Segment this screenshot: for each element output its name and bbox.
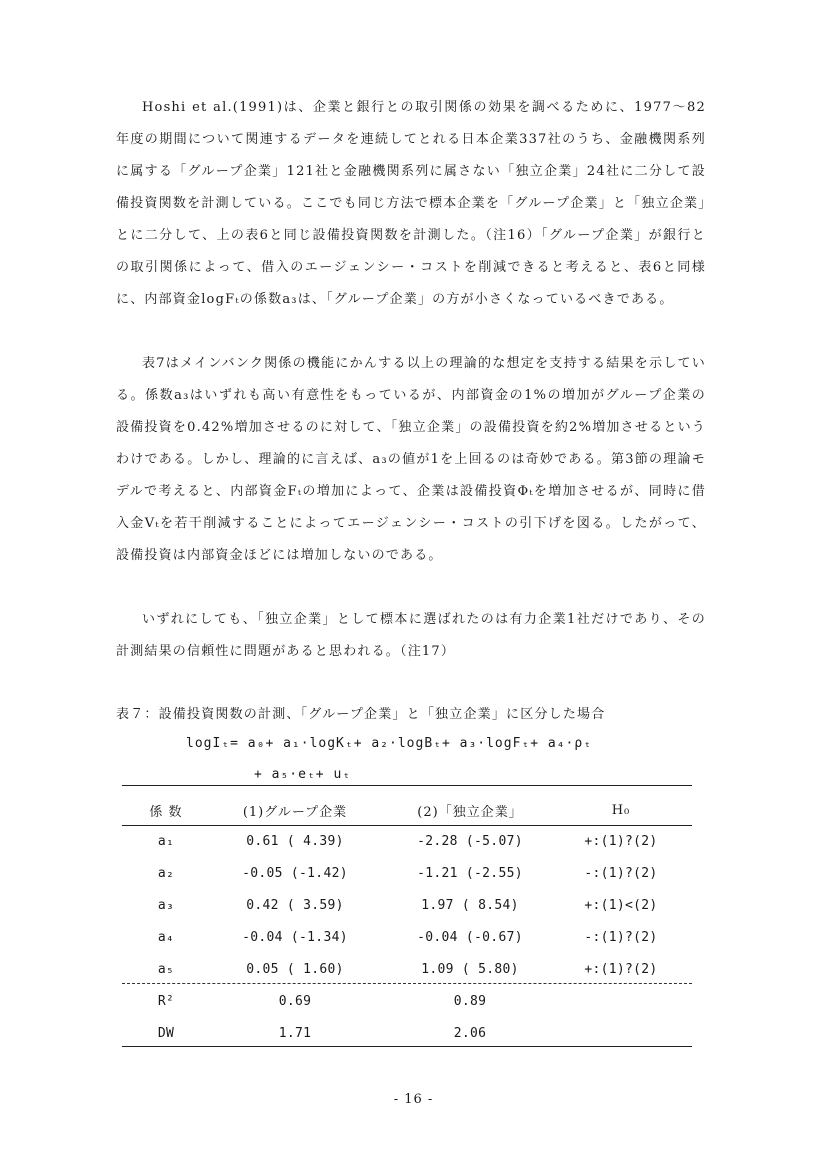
stat-empty [556, 1017, 686, 1049]
table-caption: 表７：設備投資関数の計測、「グループ企業」と「独立企業」に区分した場合 [116, 707, 606, 722]
table-row [126, 825, 686, 857]
equation-line-2: + a₅·eₜ+ uₜ [254, 767, 352, 782]
cell-h0: +:(1)?(2) [584, 961, 658, 977]
header-group-firms: (1)グループ企業 [242, 804, 348, 820]
header-coefficient: 係 数 [149, 804, 183, 820]
table-row [126, 953, 686, 985]
cell-independent: -1.21 (-2.55) [417, 865, 523, 881]
row-label: a₅ [157, 961, 175, 977]
stat-independent: 0.89 [453, 993, 487, 1009]
stat-independent: 2.06 [453, 1025, 487, 1041]
cell-group: -0.04 (-1.34) [242, 929, 348, 945]
stat-group: 1.71 [278, 1025, 312, 1041]
coefficient-table [126, 795, 686, 1049]
table-bottom-rule [122, 1046, 692, 1047]
row-label: a₃ [157, 897, 175, 913]
header-rule [122, 825, 692, 826]
equation-line-1: logIₜ= a₀+ a₁·logKₜ+ a₂·logBₜ+ a₃·logFₜ+ a₄·ρₜ [186, 736, 593, 751]
cell-group: 0.61 ( 4.39) [246, 833, 344, 849]
row-label: a₁ [157, 833, 175, 849]
stat-group: 0.69 [278, 993, 312, 1009]
header-independent-firms: (2)「独立企業」 [417, 804, 523, 820]
stat-label: R² [157, 993, 175, 1009]
cell-group: 0.05 ( 1.60) [246, 961, 344, 977]
cell-group: 0.42 ( 3.59) [246, 897, 344, 913]
cell-independent: 1.09 ( 5.80) [421, 961, 519, 977]
stat-label: DW [157, 1025, 175, 1041]
cell-h0: -:(1)?(2) [584, 929, 658, 945]
table-row [126, 889, 686, 921]
table-row [126, 921, 686, 953]
cell-h0: +:(1)<(2) [584, 897, 658, 913]
table-top-rule [122, 785, 692, 786]
cell-independent: 1.97 ( 8.54) [421, 897, 519, 913]
stats-divider-rule [122, 983, 692, 984]
stat-empty [556, 985, 686, 1017]
paragraph-3: いずれにしても、「独立企業」として標本に選ばれたのは有力企業1社だけであり、その計測結果の信頼性に問題があると思われる。（注17） [116, 612, 706, 659]
row-label: a₄ [157, 929, 175, 945]
stats-row [126, 1017, 686, 1049]
table-row [126, 857, 686, 889]
cell-h0: -:(1)?(2) [584, 865, 658, 881]
row-label: a₂ [157, 865, 175, 881]
cell-h0: +:(1)?(2) [584, 833, 658, 849]
header-h0: H₀ [611, 802, 631, 818]
page-number: - 16 - [393, 1092, 434, 1107]
paragraph-1: Hoshi et al.(1991)は、企業と銀行との取引関係の効果を調べるために、1977～82年度の期間について関連するデータを連続してとれる日本企業337社のうち、金融機関系列に属する「グループ企業」121社と金融機関系列に属さない「独立企業」24社に二分して設備投資関数を計測している。ここでも同じ方法で標本企業を「グループ企業」と「独立企業」とに二分して、上の表6と同じ設備投資関数を計測した。（注16）「グループ企業」が銀行との取引関係によって、借入のエージェンシー・コストを削減できると考えると、表6と同様に、内部資金logFₜの係数a₃は、「グループ企業」の方が小さくなっているべきである。 [116, 100, 706, 307]
paragraph-2: 表7はメインバンク関係の機能にかんする以上の理論的な想定を支持する結果を示している。係数a₃はいずれも高い有意性をもっているが、内部資金の1%の増加がグループ企業の設備投資を0.42%増加させるのに対して、「独立企業」の設備投資を約2%増加させるというわけである。しかし、理論的に言えば、a₃の値が1を上回るのは奇妙である。第3節の理論モデルで考えると、内部資金Fₜの増加によって、企業は設備投資Φₜを増加させるが、同時に借入金Vₜを若干削減することによってエージェンシー・コストの引下げを図る。したがって、設備投資は内部資金ほどには増加しないのである。 [116, 356, 706, 563]
cell-independent: -0.04 (-0.67) [417, 929, 523, 945]
cell-independent: -2.28 (-5.07) [417, 833, 523, 849]
table-header-row [126, 795, 686, 825]
stats-row [126, 985, 686, 1017]
cell-group: -0.05 (-1.42) [242, 865, 348, 881]
